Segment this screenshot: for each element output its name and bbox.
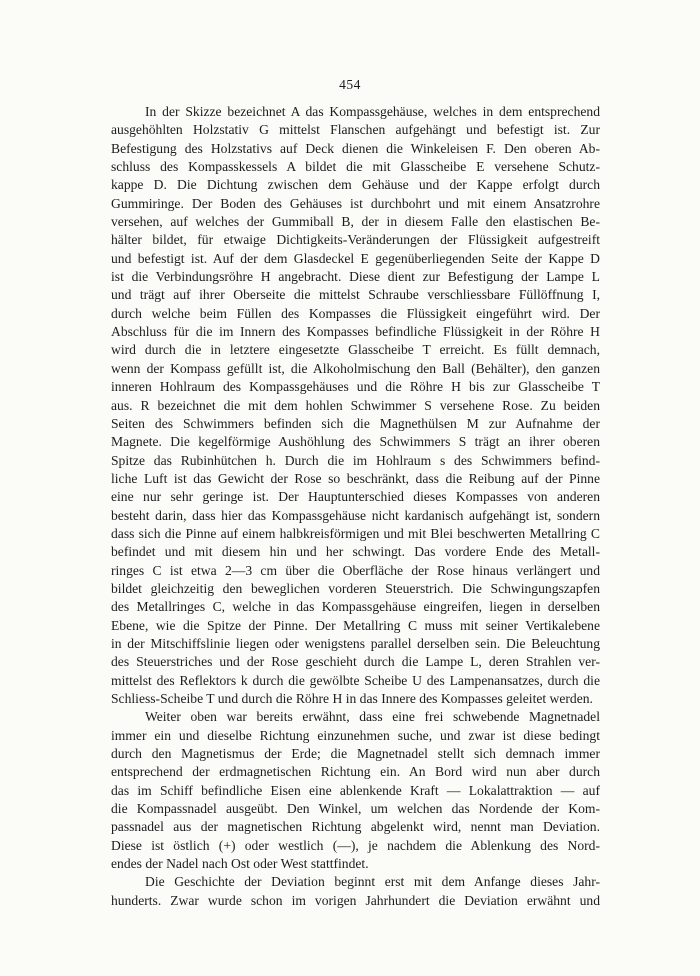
text-line: Abschluss für die im Innern des Kompasses befindliche Flüssigkeit in der Röhre H	[111, 324, 600, 340]
text-line: durch den Magnetismus der Erde; die Magnetnadel stellt sich demnach immer	[111, 746, 600, 762]
text-line: wird durch die in letztere eingesetzte Glasscheibe T erreicht. Es füllt demnach,	[111, 342, 600, 358]
text-line: durch welche beim Füllen des Kompasses die Flüssigkeit eingeführt wird. Der	[111, 305, 600, 321]
text-line: Diese ist östlich (+) oder westlich (—), je nachdem die Ablenkung des Nord-	[111, 837, 600, 853]
text-line: Spitze das Rubinhütchen h. Durch die im Hohlraum s des Schwimmers befind-	[111, 452, 600, 468]
text-line: hälter bildet, für etwaige Dichtigkeits-Veränderungen der Flüssigkeit aufgestreift	[111, 232, 600, 248]
page-number: 454	[339, 77, 361, 92]
text-line: versehen, auf welches der Gummiball B, der in diesem Falle den elastischen Be-	[111, 214, 600, 230]
text-line: Befestigung des Holzstativs auf Deck dienen die Winkeleisen F. Den oberen Ab-	[111, 140, 600, 156]
text-line: befindet und mit diesem hin und her schwingt. Das vordere Ende des Metall-	[111, 544, 600, 560]
text-line: und befestigt ist. Auf der dem Glasdeckel E gegenüberliegenden Seite der Kappe D	[111, 250, 600, 266]
text-line: endes der Nadel nach Ost oder West stattfindet.	[111, 856, 369, 872]
text-line: Weiter oben war bereits erwähnt, dass eine frei schwebende Magnetnadel	[145, 709, 600, 725]
text-line: entsprechend der erdmagnetischen Richtung ein. An Bord wird nun aber durch	[111, 764, 600, 780]
text-line: und trägt auf ihrer Oberseite die mittelst Schraube verschliessbare Füllöffnung I,	[111, 287, 600, 303]
text-line: dass sich die Pinne auf einem halbkreisförmigen und mit Blei beschwerten Metallring C	[111, 525, 600, 541]
text-line: des Steuerstriches und der Rose geschieht durch die Lampe L, deren Strahlen ver-	[111, 654, 600, 670]
text-line: ringes C ist etwa 2—3 cm über die Oberfläche der Rose hinaus verlängert und	[111, 562, 600, 578]
text-line: bildet gleichzeitig den beweglichen vorderen Steuerstrich. Die Schwingungszapfen	[111, 580, 600, 596]
text-line: passnadel aus der magnetischen Richtung abgelenkt wird, nennt man Deviation.	[111, 819, 600, 835]
text-line: Seiten des Schwimmers befinden sich die Magnethülsen M zur Aufnahme der	[111, 415, 600, 431]
text-line: wenn der Kompass gefüllt ist, die Alkoholmischung den Ball (Behälter), den ganzen	[111, 360, 600, 376]
text-line: aus. R bezeichnet die mit dem hohlen Schwimmer S versehene Rose. Zu beiden	[111, 397, 600, 413]
text-line: immer ein und dieselbe Richtung einzunehmen suche, und zwar ist diese bedingt	[111, 727, 600, 743]
text-line: hunderts. Zwar wurde schon im vorigen Jahrhundert die Deviation erwähnt und	[111, 892, 600, 908]
text-line: In der Skizze bezeichnet A das Kompassgehäuse, welches in dem entsprechend	[145, 104, 600, 119]
text-line: Die Geschichte der Deviation beginnt erst mit dem Anfange dieses Jahr-	[145, 874, 600, 890]
text-line: Gummiringe. Der Boden des Gehäuses ist durchbohrt und mit einem Ansatzrohre	[111, 195, 600, 211]
text-line: eine nur sehr geringe ist. Der Hauptunterschied dieses Kompasses von anderen	[111, 489, 600, 505]
text-line: die Kompassnadel ausgeübt. Den Winkel, um welchen das Nordende der Kom-	[111, 801, 600, 817]
text-line: besteht darin, dass hier das Kompassgehäuse nicht kardanisch aufgehängt ist, sondern	[111, 507, 600, 523]
text-line: kappe D. Die Dichtung zwischen dem Gehäuse und der Kappe erfolgt durch	[111, 177, 600, 193]
text-line: inneren Hohlraum des Kompassgehäuses und die Röhre H bis zur Glasscheibe T	[111, 379, 600, 395]
paragraph	[111, 103, 600, 708]
text-line: liche Luft ist das Gewicht der Rose so beschränkt, dass die Reibung auf der Pinne	[111, 470, 600, 486]
paragraph	[111, 708, 600, 873]
text-line: Magnete. Die kegelförmige Aushöhlung des Schwimmers S trägt an ihrer oberen	[111, 434, 600, 450]
text-line: Schliess-Scheibe T und durch die Röhre H in das Innere des Kompasses geleitet werden.	[111, 691, 593, 706]
body-text	[111, 103, 600, 910]
text-line: das im Schiff befindliche Eisen eine ablenkende Kraft — Lokalattraktion — auf	[111, 782, 600, 798]
text-line: Ebene, wie die Spitze der Pinne. Der Metallring C muss mit seiner Vertikalebene	[111, 617, 600, 633]
text-line: ist die Verbindungsröhre H angebracht. Diese dient zur Befestigung der Lampe L	[111, 269, 600, 285]
text-line: mittelst des Reflektors k durch die gewölbte Scheibe U des Lampenansatzes, durch die	[111, 672, 600, 688]
text-line: in der Mitschiffslinie liegen oder wenigstens parallel derselben sein. Die Beleuchtung	[111, 635, 600, 651]
text-line: ausgehöhlten Holzstativ G mittelst Flanschen aufgehängt und befestigt ist. Zur	[111, 122, 600, 138]
text-line: schluss des Kompasskessels A bildet die mit Glasscheibe E versehene Schutz-	[111, 159, 600, 175]
text-line: des Metallringes C, welche in das Kompassgehäuse eingreifen, liegen in derselben	[111, 599, 600, 615]
paragraph	[111, 873, 600, 910]
